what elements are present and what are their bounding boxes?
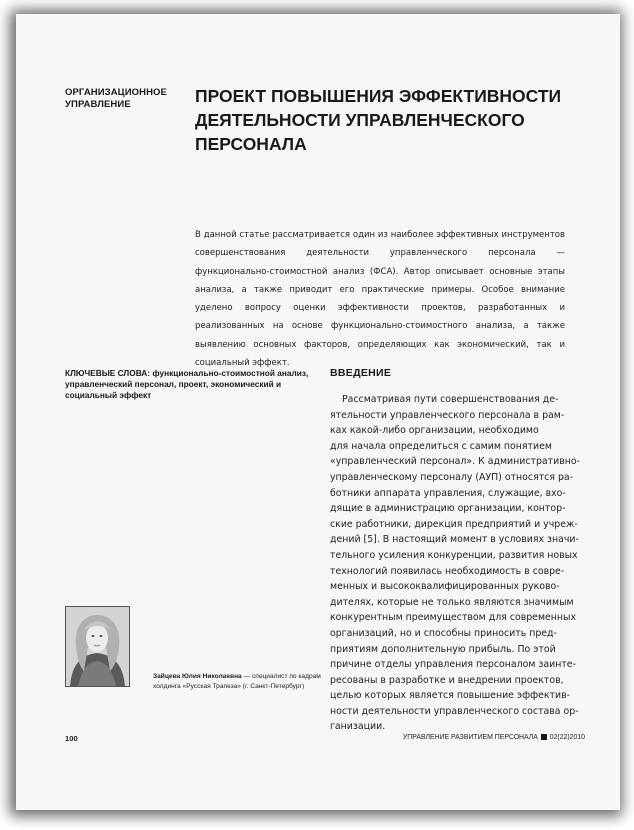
intro-line: ботники аппарата управления, служащие, вхо-: [330, 487, 566, 499]
footer-journal: [403, 734, 585, 741]
author-name: Зайцева Юлия Николаевна: [153, 673, 242, 680]
keywords: КЛЮЧЕВЫЕ СЛОВА: функционально-стоимостной анализ, управленческий персонал, проект, экономический и социальный эффект: [65, 368, 309, 400]
intro-line: дений [5]. В настоящий момент в условиях значи-: [330, 534, 579, 546]
author-company: холдинга «Русская Трапеза» (г. Санкт-Петербург): [153, 683, 305, 690]
article-title: [195, 84, 565, 156]
section-label-line2: УПРАВЛЕНИЕ: [65, 99, 131, 110]
intro-line: управленческому персоналу (АУП) относятся ра-: [330, 471, 574, 483]
intro-line: причине отделы управления персоналом заинте-: [330, 659, 576, 671]
intro-heading: ВВЕДЕНИЕ: [330, 367, 392, 379]
intro-line: конкурентным преимуществом для современных: [330, 612, 576, 624]
section-label: [65, 87, 185, 111]
author-info: [153, 672, 333, 692]
intro-line: приятиям дополнительную прибыль. По этой: [330, 643, 556, 655]
article-title-line3: ПЕРСОНАЛА: [195, 134, 307, 154]
intro-line: ские работники, дирекция предприятий и учреж-: [330, 518, 578, 530]
abstract-text: В данной статье рассматривается один из наиболее эффективных инструментов совершенствования деятельности управленческого персонала — функционально-стоимостной анализ (ФСА). Автор описывает основные этапы анализа, а также приводит его практические примеры. Особое внимание уделено вопросу оценки эффективности проектов, разработанных и реализованных на основе функционально-стоимостного анализа, а также выявлению основных факторов, определяющих как экономический, так и социальный эффект.: [195, 230, 565, 369]
intro-body-text: [330, 392, 581, 735]
intro-line: дящие в администрацию организации, контор-: [330, 503, 566, 515]
intro-line: для начала определиться с самим понятием: [330, 440, 552, 452]
square-icon: [541, 734, 547, 740]
journal-issue: 02(22)2010: [549, 734, 585, 741]
intro-line: ятельности управленческого персонала в рам-: [330, 409, 565, 421]
intro-line: технологий появилась необходимость в совре-: [330, 565, 565, 577]
article-title-line1: ПРОЕКТ ПОВЫШЕНИЯ ЭФФЕКТИВНОСТИ: [195, 86, 562, 106]
intro-line: «управленческий персонал». К административно-: [330, 456, 581, 468]
intro-line: менных и высококвалифицированных руково-: [330, 581, 560, 593]
intro-line: организаций, но и способны приносить пред-: [330, 627, 557, 639]
article-title-line2: ДЕЯТЕЛЬНОСТИ УПРАВЛЕНЧЕСКОГО: [195, 110, 525, 130]
page-number: 100: [65, 734, 78, 743]
section-label-line1: ОРГАНИЗАЦИОННОЕ: [65, 87, 167, 98]
intro-line: Рассматривая пути совершенствования де-: [342, 394, 559, 405]
author-photo-image: [66, 607, 129, 686]
intro-line: ности деятельности управленческого состава ор-: [330, 705, 579, 717]
intro-line: дителях, которые не только являются значимым: [330, 596, 574, 608]
intro-line: целью которых является повышение эффектив-: [330, 690, 570, 702]
intro-line: тельного усиления конкуренции, развития новых: [330, 549, 578, 561]
journal-name: УПРАВЛЕНИЕ РАЗВИТИЕМ ПЕРСОНАЛА: [402, 734, 538, 741]
author-role: — специалист по кадрам: [243, 673, 321, 680]
intro-line: ресованы в разработке и внедрении проектов,: [330, 674, 564, 686]
author-photo: [65, 606, 130, 687]
intro-line: ках какой-либо организации, необходимо: [330, 425, 539, 437]
intro-line: ганизации.: [330, 721, 386, 733]
